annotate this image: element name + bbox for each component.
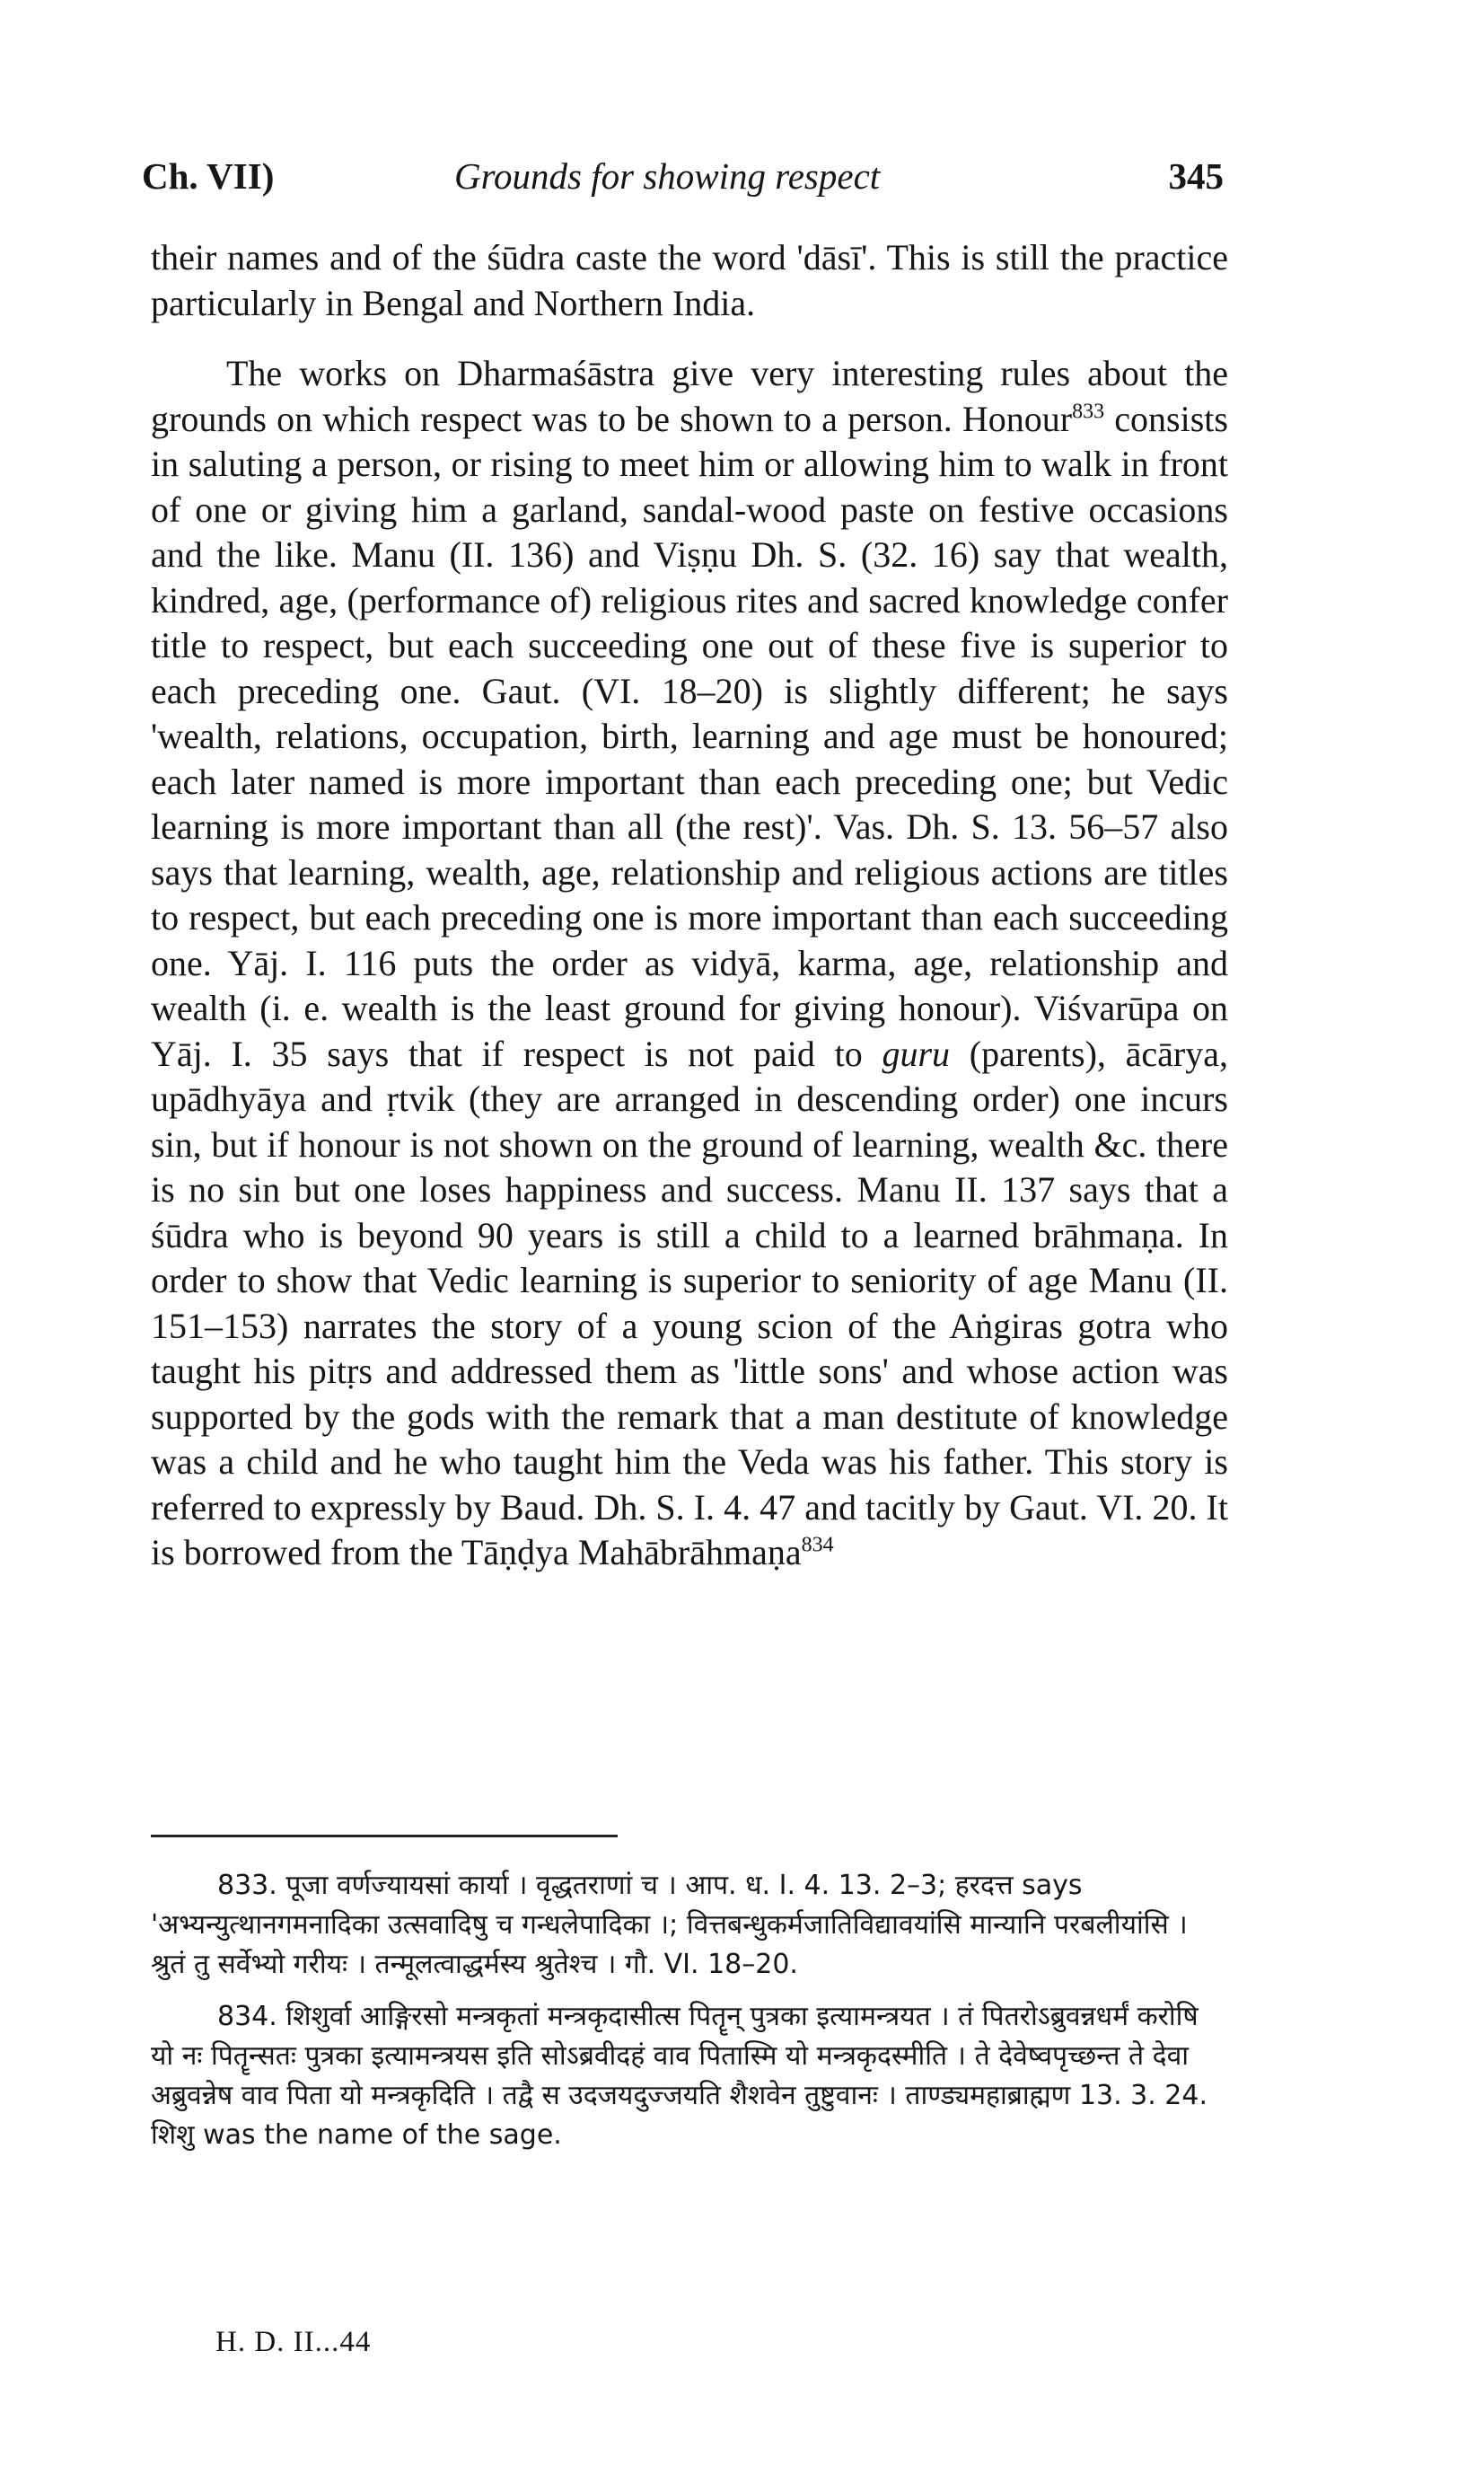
footnote-marker-833: 833 (1072, 400, 1105, 424)
paragraph-2-part-a: The works on Dharmaśāstra give very interesting rules about the grounds on which respect was to be shown to a person. Honour (151, 353, 1228, 439)
chapter-label: Ch. VII) (142, 155, 275, 197)
guru-term: guru (882, 1033, 951, 1074)
running-title: Grounds for showing respect (454, 155, 881, 197)
page-number: 345 (1168, 155, 1224, 197)
paragraph-2-part-b: consists in saluting a person, or rising to meet him or allowing him to walk in front of one or giving him a garland, sandal-wood paste on festive occasions and the like. Manu (II. 136) and Viṣṇu Dh. S. (32. 16) say that wealth, kindred, age, (performance of) religious rites and sacred knowledge confer title to respect, but each succeeding one out of these five is superior to each preceding one. Gaut. (VI. 18–20) is slightly different; he says 'wealth, relations, occupation, birth, learning and age must be honoured; each later named is more important than each preceding one; but Vedic learning is more important than all (the rest)'. Vas. Dh. S. 13. 56–57 also says that learning, wealth, age, relationship and religious actions are titles to respect, but each preceding one is more important than each succeeding one. Yāj. I. 116 puts the order as vidyā, karma, age, relationship and wealth (i. e. wealth is the least ground for giving honour). Viśvarūpa on Yāj. I. 35 says that if respect is not paid to (151, 398, 1228, 1074)
footnote-rule (151, 1835, 618, 1837)
footnote-833: 833. पूजा वर्णज्यायसां कार्या । वृद्धतराणां च । आप. ध. I. 4. 13. 2–3; हरदत्त says 'अभ्यन्युत्थानगमनादिका उत्सवादिषु च गन्धलेपादिका ।; वित्तबन्धुकर्मजातिविद्यावयांसि मान्यानि परबलीयांसि । श्रुतं तु सर्वेभ्यो गरीयः । तन्मूलत्वाद्धर्मस्य श्रुतेश्च । गौ. VI. 18–20. (151, 1870, 1188, 1980)
footnotes (151, 1866, 1228, 2168)
running-header (142, 154, 1224, 208)
main-text (151, 235, 1228, 1576)
footnote-marker-834: 834 (801, 1533, 834, 1557)
paragraph-1: their names and of the śūdra caste the word 'dāsī'. This is still the practice particularly in Bengal and Northern India. (151, 237, 1228, 323)
paragraph-2 (151, 351, 1228, 1576)
paragraph-2-part-c: (parents), ācārya, upādhyāya and ṛtvik (they are arranged in descending order) one incurs sin, but if honour is not shown on the ground of learning, wealth &c. there is no sin but one loses happiness and success. Manu II. 137 says that a śūdra who is beyond 90 years is still a child to a learned brāhmaṇa. In order to show that Vedic learning is superior to seniority of age Manu (II. 151–153) narrates the story of a young scion of the Aṅgiras gotra who taught his pitṛs and addressed them as 'little sons' and whose action was supported by the gods with the remark that a man destitute of knowledge was a child and he who taught him the Veda was his father. This story is referred to expressly by Baud. Dh. S. I. 4. 47 and tacitly by Gaut. VI. 20. It is borrowed from the Tāṇḍya Mahābrāhmaṇa (151, 1033, 1228, 1572)
footnote-834: 834. शिशुर्वा आङ्गिरसो मन्त्रकृतां मन्त्रकृदासीत्स पितॄन् पुत्रका इत्यामन्त्रयत । तं पितरोऽब्रुवन्नधर्मं करोषि यो नः पितॄन्सतः पुत्रका इत्यामन्त्रयस इति सोऽब्रवीदहं वाव पितास्मि यो मन्त्रकृदस्मीति । ते देवेष्वपृच्छन्त ते देवा अब्रुवन्नेष वाव पिता यो मन्त्रकृदिति । तद्वै स उदजयदुज्जयति शैशवेन तुष्टुवानः । ताण्ड्यमहाब्राह्मण 13. 3. 24. शिशु was the name of the sage. (151, 2001, 1208, 2151)
signature-mark: H. D. II...44 (215, 2326, 372, 2358)
